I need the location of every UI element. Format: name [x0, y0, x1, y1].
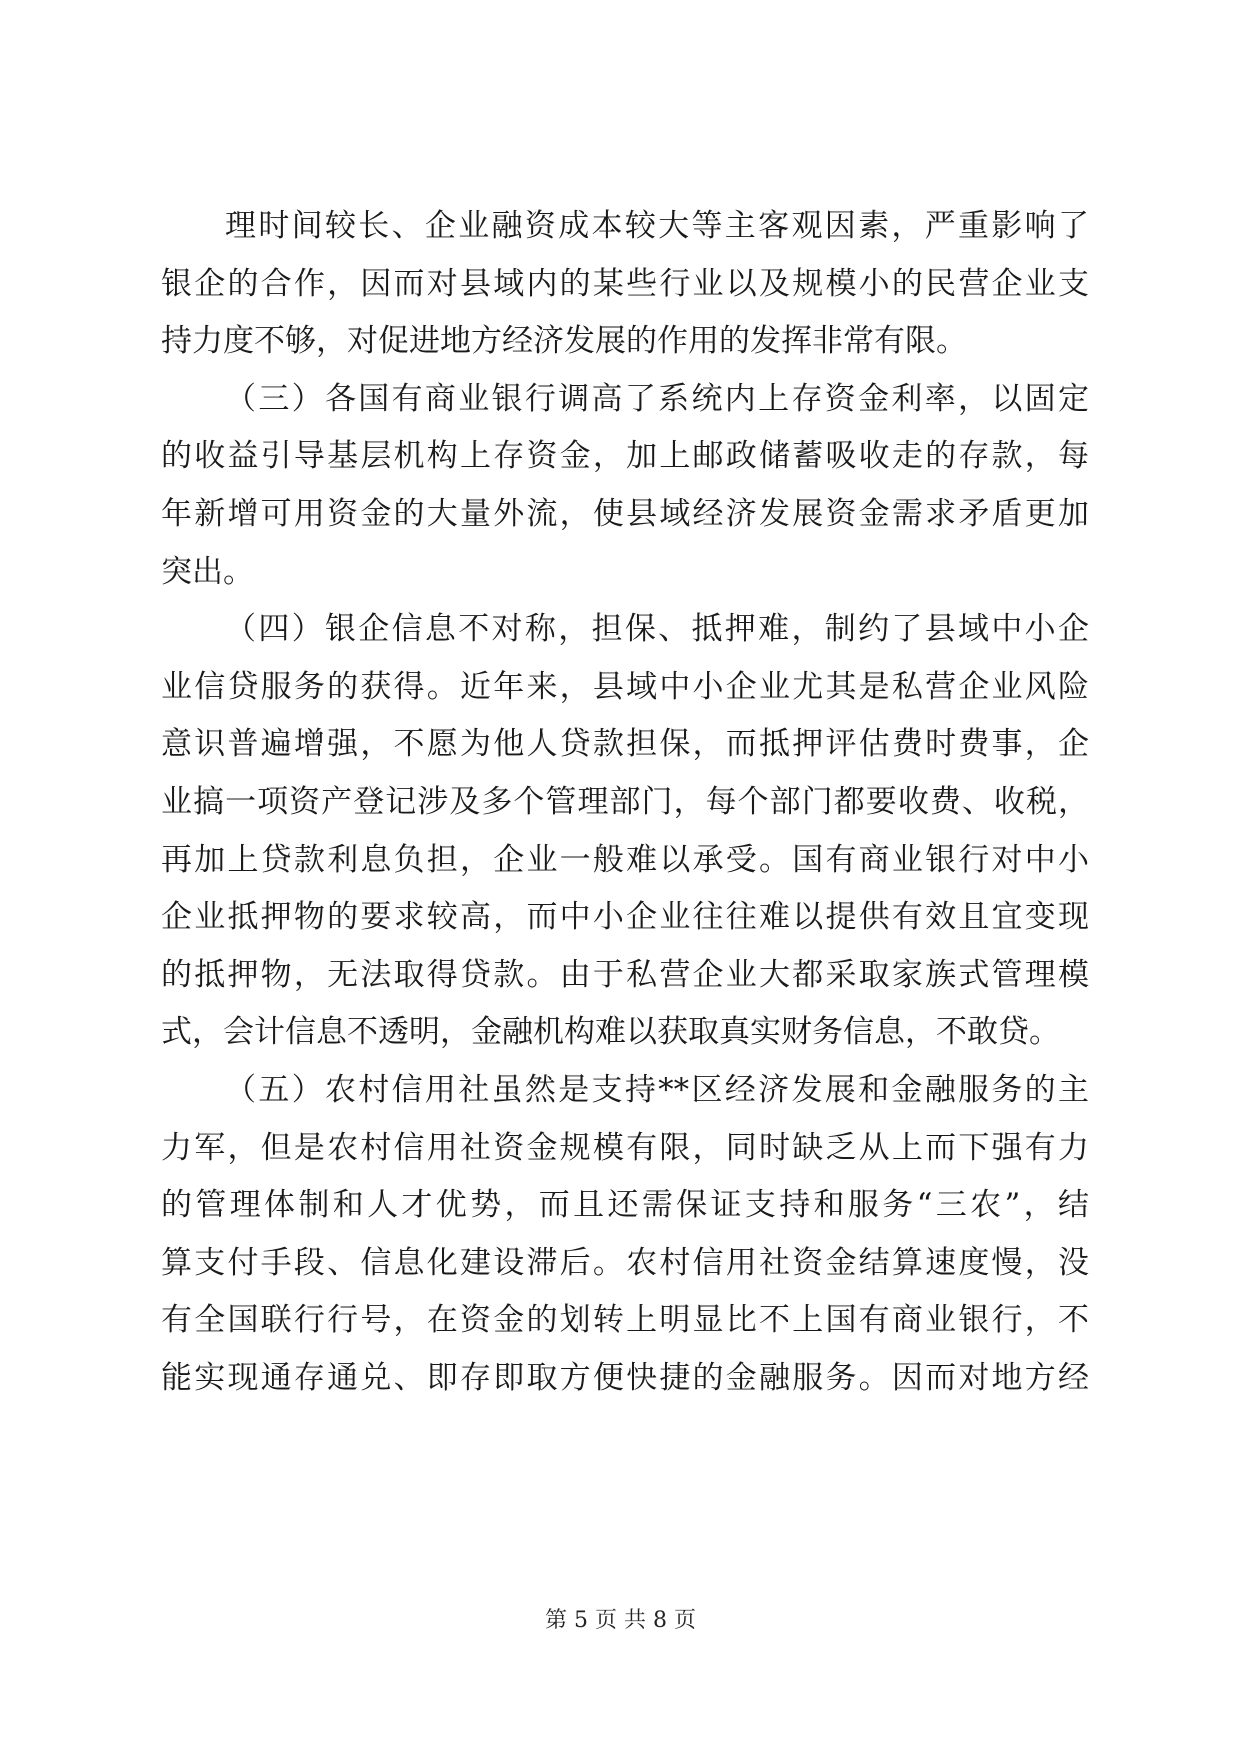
- text-line: 式，会计信息不透明，金融机构难以获取真实财务信息，不敢贷。: [161, 1014, 1060, 1051]
- text-line: （三）各国有商业银行调高了系统内上存资金利率，以固定: [225, 380, 1089, 417]
- text-line: （四）银企信息不对称，担保、抵押难，制约了县域中小企: [225, 611, 1089, 648]
- text-line: 银企的合作，因而对县域内的某些行业以及规模小的民营企业支: [161, 265, 1089, 302]
- text-line: 年新增可用资金的大量外流，使县域经济发展资金需求矛盾更加: [161, 495, 1089, 532]
- text-line: 力军，但是农村信用社资金规模有限，同时缺乏从上而下强有力: [161, 1129, 1089, 1166]
- text-line: 业搞一项资产登记涉及多个管理部门，每个部门都要收费、收税，: [161, 783, 1089, 820]
- text-line: 突出。: [161, 553, 254, 590]
- text-line: 业信贷服务的获得。近年来，县域中小企业尤其是私营企业风险: [161, 668, 1089, 705]
- text-line: 能实现通存通兑、即存即取方便快捷的金融服务。因而对地方经: [161, 1359, 1089, 1396]
- text-line: 持力度不够，对促进地方经济发展的作用的发挥非常有限。: [161, 323, 967, 360]
- text-line: 企业抵押物的要求较高，而中小企业往往难以提供有效且宜变现: [161, 899, 1089, 936]
- text-line: 意识普遍增强，不愿为他人贷款担保，而抵押评估费时费事，企: [161, 726, 1089, 763]
- text-line: 理时间较长、企业融资成本较大等主客观因素，严重影响了: [225, 208, 1089, 244]
- text-line: 的收益引导基层机构上存资金，加上邮政储蓄吸收走的存款，每: [161, 438, 1089, 475]
- text-line: 的抵押物，无法取得贷款。由于私营企业大都采取家族式管理模: [161, 956, 1089, 993]
- text-line: （五）农村信用社虽然是支持**区经济发展和金融服务的主: [225, 1071, 1089, 1108]
- page-footer: 第 5 页 共 8 页: [545, 1608, 696, 1633]
- body-text: [161, 198, 1089, 1407]
- text-line: 有全国联行行号，在资金的划转上明显比不上国有商业银行，不: [161, 1302, 1089, 1339]
- text-line: 的管理体制和人才优势，而且还需保证支持和服务“三农”，结: [161, 1187, 1089, 1224]
- text-line: 再加上贷款利息负担，企业一般难以承受。国有商业银行对中小: [161, 841, 1089, 878]
- text-line: 算支付手段、信息化建设滞后。农村信用社资金结算速度慢，没: [161, 1244, 1089, 1281]
